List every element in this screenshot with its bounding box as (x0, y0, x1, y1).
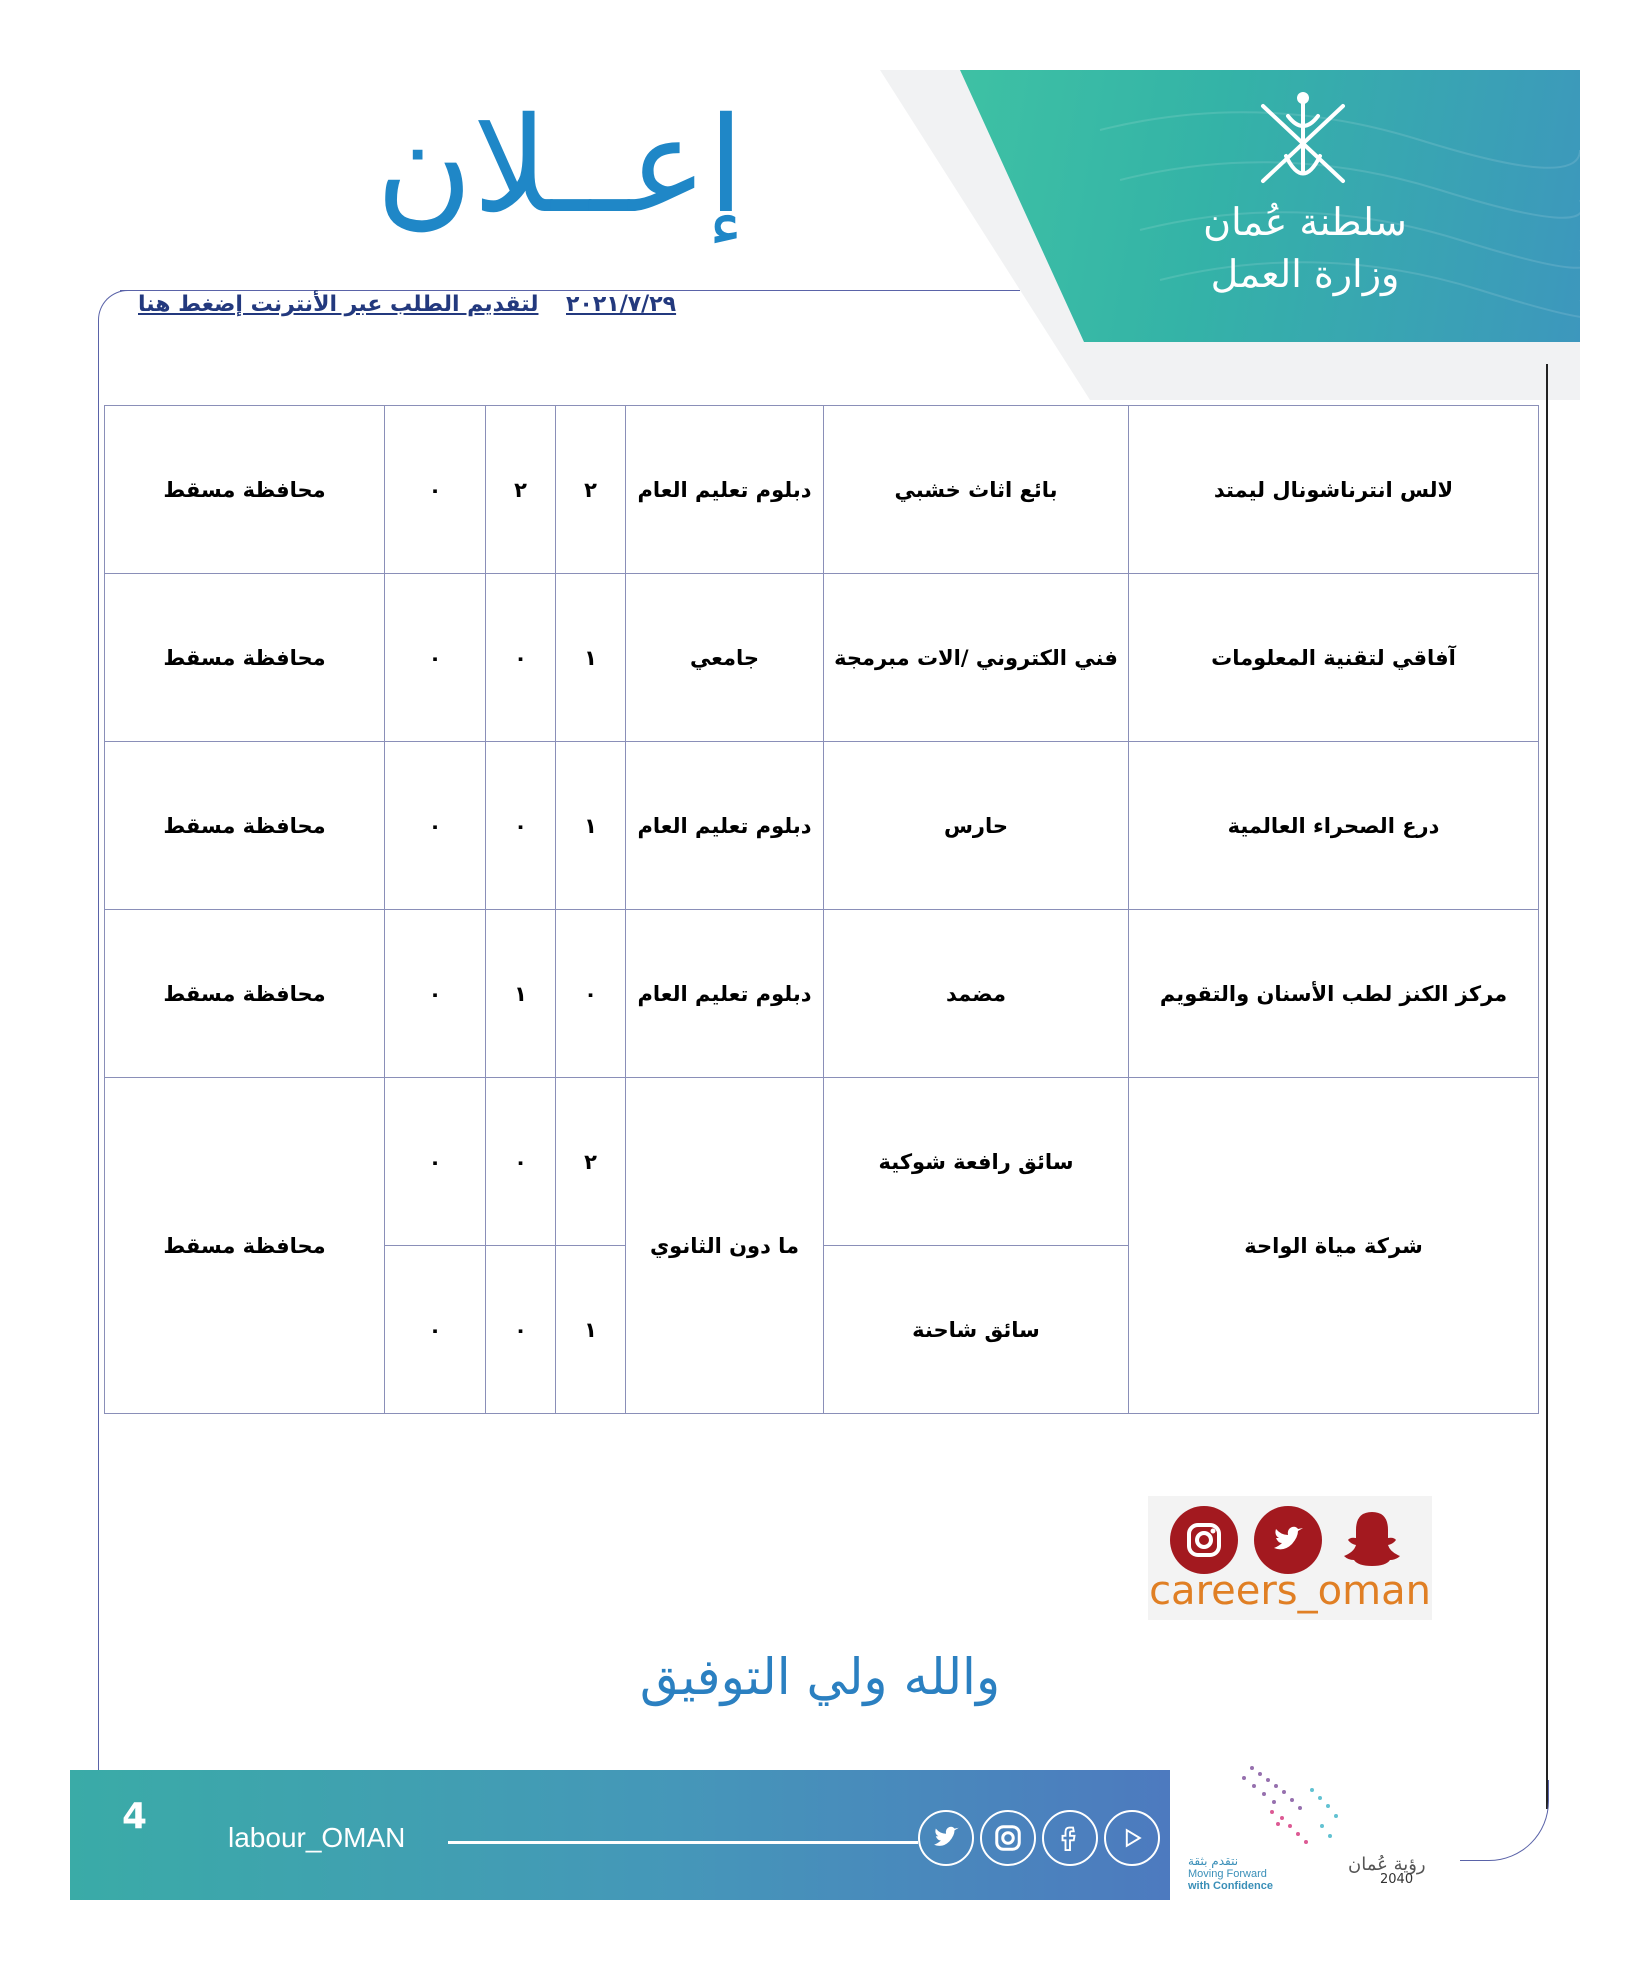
careers-social-block (1148, 1496, 1432, 1620)
count-cell: ١ (556, 574, 626, 742)
facebook-icon[interactable] (1042, 1810, 1098, 1866)
count-cell: ١ (556, 1246, 626, 1414)
job-title-cell: سائق شاحنة (824, 1246, 1129, 1414)
count-cell: ٢ (556, 1078, 626, 1246)
frame-bottom-curve (1460, 1780, 1549, 1861)
frame-left-line (98, 320, 99, 1780)
apply-online-link[interactable]: لتقديم الطلب عبر الأنترنت إضغط هنا (138, 292, 539, 317)
twitter-icon[interactable] (918, 1810, 974, 1866)
count-cell: ٠ (385, 574, 486, 742)
tagline-english-line2: with Confidence (1188, 1880, 1273, 1892)
count-cell: ٠ (486, 574, 556, 742)
announcement-date: ٢٠٢١/٧/٢٩ (566, 292, 677, 317)
twitter-icon[interactable] (1254, 1506, 1322, 1574)
vision-year: 2040 (1380, 1872, 1414, 1887)
company-cell: شركة مياة الواحة (1129, 1078, 1539, 1414)
count-cell: ٠ (385, 406, 486, 574)
ministry-name-line1: سلطنة عُمان (1203, 200, 1407, 244)
job-title-cell: فني الكتروني /الات مبرمجة (824, 574, 1129, 742)
qualification-cell: دبلوم تعليم العام (626, 742, 824, 910)
qualification-cell: دبلوم تعليم العام (626, 406, 824, 574)
instagram-icon[interactable] (980, 1810, 1036, 1866)
count-cell: ٠ (385, 742, 486, 910)
frame-right-line (1546, 364, 1548, 1809)
location-cell: محافظة مسقط (105, 574, 385, 742)
youtube-icon[interactable] (1104, 1810, 1160, 1866)
oman-emblem-icon (1248, 86, 1358, 196)
table-row (105, 742, 1539, 910)
page-title: إعــلان (375, 89, 745, 243)
location-cell: محافظة مسقط (105, 742, 385, 910)
count-cell: ٠ (385, 910, 486, 1078)
ministry-name-line2: وزارة العمل (1210, 252, 1400, 296)
frame-top-line (120, 290, 1020, 291)
table-row (105, 910, 1539, 1078)
footer-divider-line (448, 1841, 918, 1844)
table-row (105, 574, 1539, 742)
closing-text: والله ولي التوفيق (639, 1648, 1001, 1706)
company-cell: آفاقي لتقنية المعلومات (1129, 574, 1539, 742)
count-cell: ٠ (385, 1246, 486, 1414)
table-row (105, 406, 1539, 574)
job-title-cell: مضمد (824, 910, 1129, 1078)
qualification-cell: ما دون الثانوي (626, 1078, 824, 1414)
company-cell: درع الصحراء العالمية (1129, 742, 1539, 910)
count-cell: ١ (556, 742, 626, 910)
footer-bar (70, 1770, 1170, 1900)
instagram-icon[interactable] (1170, 1506, 1238, 1574)
count-cell: ٢ (556, 406, 626, 574)
frame-corner (98, 290, 139, 331)
location-cell: محافظة مسقط (105, 1078, 385, 1414)
location-cell: محافظة مسقط (105, 406, 385, 574)
count-cell: ٠ (385, 1078, 486, 1246)
company-cell: مركز الكنز لطب الأسنان والتقويم (1129, 910, 1539, 1078)
vision-text: رؤية عُمان (1348, 1854, 1426, 1875)
qualification-cell: جامعي (626, 574, 824, 742)
job-title-cell: سائق رافعة شوكية (824, 1078, 1129, 1246)
jobs-table (104, 405, 1539, 1414)
labour-handle: labour_OMAN (228, 1822, 406, 1853)
tagline-arabic: نتقدم بثقة (1188, 1854, 1239, 1868)
qualification-cell: دبلوم تعليم العام (626, 910, 824, 1078)
page-number: 4 (122, 1796, 148, 1837)
location-cell: محافظة مسقط (105, 910, 385, 1078)
count-cell: ١ (486, 910, 556, 1078)
tagline-english-line1: Moving Forward (1188, 1868, 1267, 1880)
count-cell: ٢ (486, 406, 556, 574)
job-title-cell: حارس (824, 742, 1129, 910)
count-cell: ٠ (486, 742, 556, 910)
snapchat-icon[interactable] (1338, 1506, 1406, 1574)
table-row (105, 1078, 1539, 1246)
count-cell: ٠ (556, 910, 626, 1078)
job-title-cell: بائع اثاث خشبي (824, 406, 1129, 574)
careers-handle: careers_oman (1149, 1568, 1431, 1614)
company-cell: لالس انترناشونال ليمتد (1129, 406, 1539, 574)
count-cell: ٠ (486, 1078, 556, 1246)
count-cell: ٠ (486, 1246, 556, 1414)
